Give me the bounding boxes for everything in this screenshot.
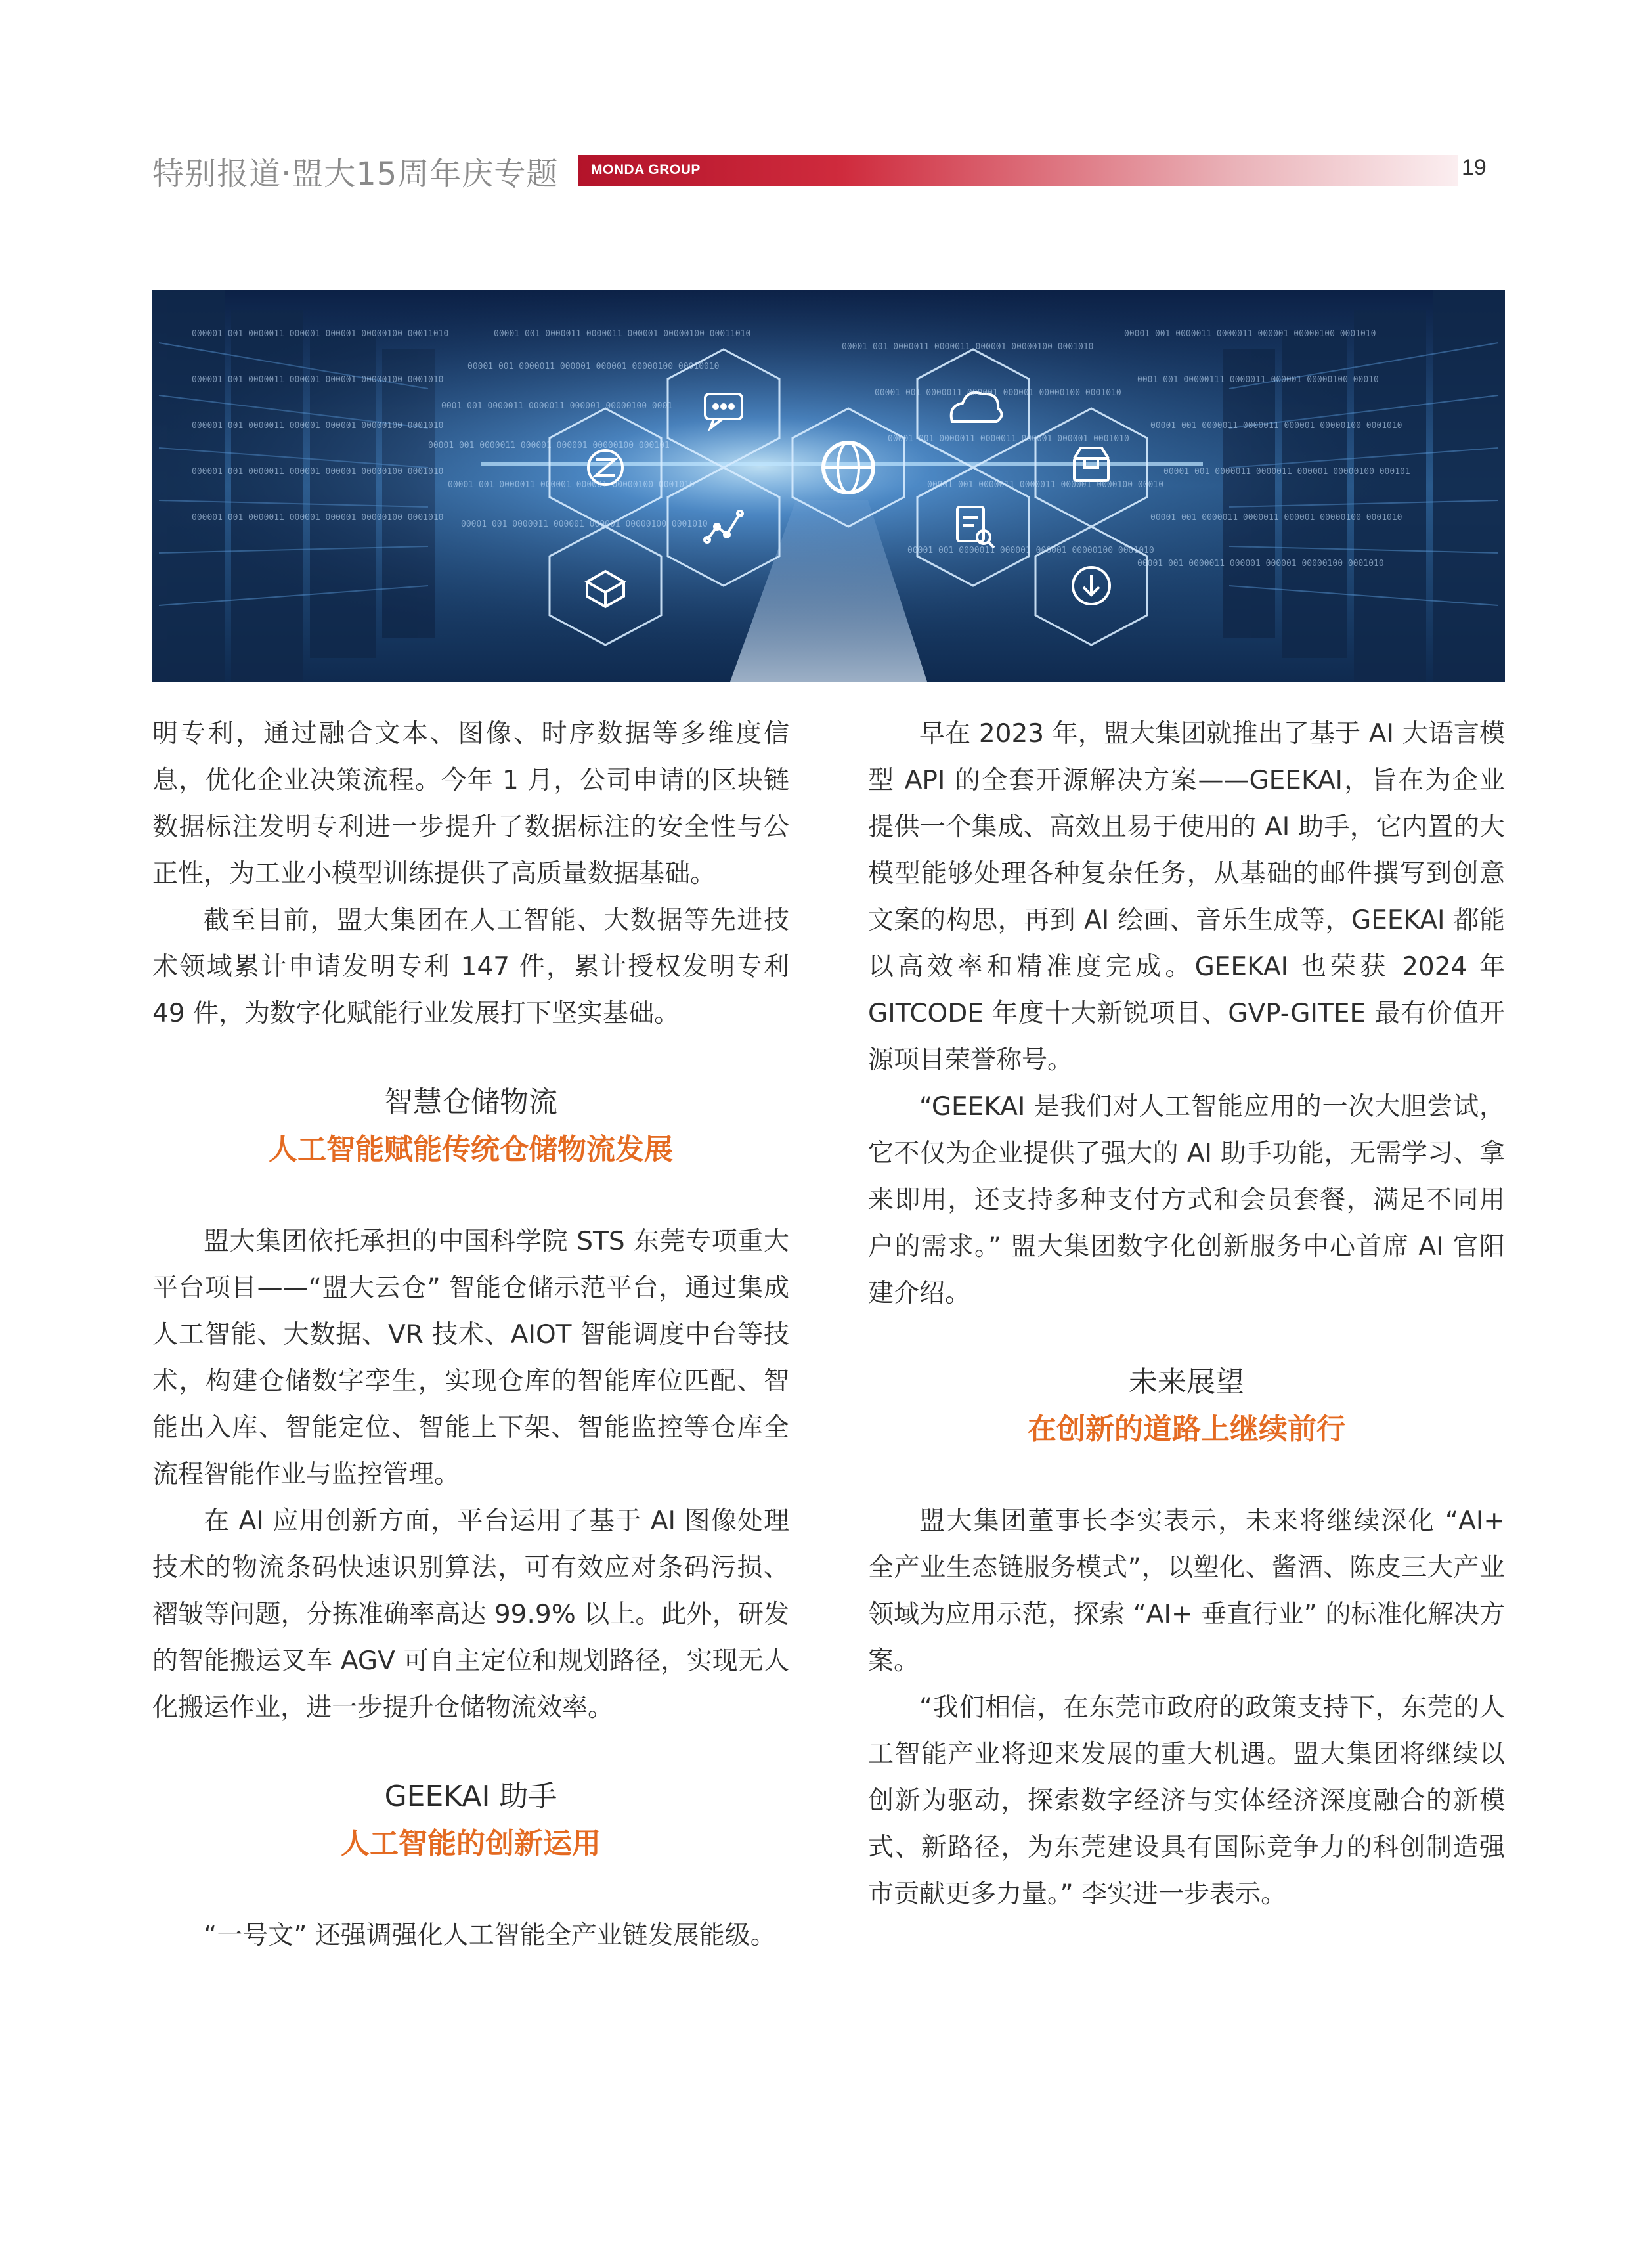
- right-paragraph-2: “GEEKAI 是我们对人工智能应用的一次大胆尝试，它不仅为企业提供了强大的 AI 助手功能，无需学习、拿来即用，还支持多种支付方式和会员套餐，满足不同用户的需求。” 盟大集团数字化创新服务中心首席 AI 官阳建介绍。: [868, 1092, 1505, 1308]
- left-paragraph-3: 盟大集团依托承担的中国科学院 STS 东莞专项重大平台项目——“盟大云仓” 智能仓储示范平台，通过集成人工智能、大数据、VR 技术、AIOT 智能调度中台等技术，构建仓储数字孪生，实现仓库的智能库位匹配、智能出入库、智能定位、智能上下架、智能监控等仓库全流程智能作业与监控管理。: [152, 1227, 789, 1489]
- right-paragraph-4: “我们相信，在东莞市政府的政策支持下，东莞的人工智能产业将迎来发展的重大机遇。盟大集团将继续以创新为驱动，探索数字经济与实体经济深度融合的新模式、新路径，为东莞建设具有国际竞争力的科创制造强市贡献更多力量。” 李实进一步表示。: [868, 1693, 1505, 1909]
- section-title: GEEKAI 助手: [384, 1780, 557, 1813]
- section-geekai: [152, 1773, 789, 1868]
- svg-text:000001 001 0000011 000001 0000: 000001 001 0000011 000001 000001 00000100 0001010: [192, 421, 444, 431]
- right-paragraph-3: 盟大集团董事长李实表示，未来将继续深化 “AI+ 全产业生态链服务模式”，以塑化、酱酒、陈皮三大产业领域为应用示范，探索 “AI+ 垂直行业” 的标准化解决方案。: [868, 1506, 1505, 1676]
- left-paragraph-1: 明专利，通过融合文本、图像、时序数据等多维度信息，优化企业决策流程。今年 1 月，公司申请的区块链数据标注发明专利进一步提升了数据标注的安全性与公正性，为工业小模型训练提供了高质量数据基础。: [152, 719, 789, 888]
- section-smart-logistics: [152, 1079, 789, 1173]
- svg-text:00001 001 0000011 000001 00000: 00001 001 0000011 000001 000001 00000100 00010010: [467, 362, 720, 372]
- section-subtitle: 人工智能的创新运用: [341, 1827, 601, 1860]
- header-brand: MONDA GROUP: [591, 162, 701, 177]
- right-paragraph-1: 早在 2023 年，盟大集团就推出了基于 AI 大语言模型 API 的全套开源解决方案——GEEKAI，旨在为企业提供一个集成、高效且易于使用的 AI 助手，它内置的大模型能够处理各种复杂任务，从基础的邮件撰写到创意文案的构思，再到 AI 绘画、音乐生成等，GEEKAI 都能以高效率和精准度完成。GEEKAI 也荣获 2024 年 GITCODE 年度十大新锐项目、GVP-GITEE 最有价值开源项目荣誉称号。: [868, 719, 1505, 1075]
- svg-text:00001 001 0000011 0000011 0000: 00001 001 0000011 0000011 000001 00000100 00011010: [494, 329, 751, 339]
- svg-text:00001 001 0000011 000001 00000: 00001 001 0000011 000001 000001 00000100 000101: [428, 441, 670, 450]
- svg-text:000001 001 0000011 000001 0000: 000001 001 0000011 000001 000001 00000100 0001010: [192, 375, 444, 385]
- svg-text:00001 001 0000011 0000011 0000: 00001 001 0000011 0000011 000001 00000100 000101: [1163, 467, 1410, 477]
- svg-text:00001 001 0000011 0000011 0000: 00001 001 0000011 0000011 000001 00000100 0001010: [1124, 329, 1376, 339]
- svg-text:000001 001 0000011 000001 0000: 000001 001 0000011 000001 000001 00000100 0001010: [192, 467, 444, 477]
- left-paragraph-4: 在 AI 应用创新方面，平台运用了基于 AI 图像处理技术的物流条码快速识别算法，可有效应对条码污损、褶皱等问题，分拣准确率高达 99.9% 以上。此外，研发的智能搬运叉车 AGV 可自主定位和规划路径，实现无人化搬运作业，进一步提升仓储物流效率。: [152, 1506, 789, 1722]
- svg-text:0001 001 00000111 0000011 0000: 0001 001 00000111 0000011 000001 00000100 00010: [1137, 375, 1379, 385]
- svg-text:00001 001 0000011 000001 00000: 00001 001 0000011 000001 000001 00000100 0001010: [448, 480, 695, 490]
- section-subtitle: 在创新的道路上继续前行: [1028, 1413, 1345, 1446]
- right-column: [868, 711, 1505, 1917]
- svg-text:00001 001 0000011 0000011 0000: 00001 001 0000011 0000011 000001 000001 0001010: [888, 434, 1129, 444]
- left-column: [152, 711, 789, 1959]
- svg-text:00001 001 0000011 0000011 0000: 00001 001 0000011 0000011 000001 00000100 0001010: [842, 342, 1094, 352]
- section-future: [868, 1359, 1505, 1453]
- svg-text:000001 001 0000011 000001 0000: 000001 001 0000011 000001 000001 00000100 0001010: [192, 513, 444, 523]
- svg-text:000001 001 0000011 000001 0000: 000001 001 0000011 000001 000001 00000100 00011010: [192, 329, 449, 339]
- svg-text:00001 001 0000011 0000011 0000: 00001 001 0000011 0000011 000001 0000100 00010: [927, 480, 1164, 490]
- header-banner: [578, 155, 1458, 186]
- svg-text:00001 001 0000011 000001 00000: 00001 001 0000011 000001 000001 00000100 0001010: [1137, 559, 1384, 569]
- section-subtitle: 人工智能赋能传统仓储物流发展: [269, 1133, 673, 1166]
- svg-text:00001 001 0000011 0000011 0000: 00001 001 0000011 0000011 000001 00000100 0001010: [1150, 421, 1402, 431]
- svg-text:00001 001 0000011 000001 00000: 00001 001 0000011 000001 000001 00000100 0001010: [907, 546, 1154, 556]
- svg-text:00001 001 0000011 000001 00000: 00001 001 0000011 000001 000001 00000100 0001010: [461, 519, 708, 529]
- svg-text:00001 001 0000011 000001 00000: 00001 001 0000011 000001 000001 00000100 0001010: [875, 388, 1121, 398]
- header-title: 特别报道·盟大15周年庆专题: [152, 156, 559, 192]
- hero-image: [152, 290, 1505, 682]
- page-number: 19: [1462, 155, 1487, 180]
- section-title: 智慧仓储物流: [384, 1085, 557, 1119]
- section-title: 未来展望: [1129, 1365, 1244, 1399]
- svg-text:00001 001 0000011 0000011 0000: 00001 001 0000011 0000011 000001 00000100 0001010: [1150, 513, 1402, 523]
- svg-text:0001 001 0000011 0000011 00000: 0001 001 0000011 0000011 000001 00000100 0001: [441, 401, 673, 411]
- left-paragraph-2: 截至目前，盟大集团在人工智能、大数据等先进技术领域累计申请发明专利 147 件，累计授权发明专利 49 件，为数字化赋能行业发展打下坚实基础。: [152, 906, 789, 1028]
- hero-illustration: [152, 290, 1505, 682]
- left-paragraph-5: “一号文” 还强调强化人工智能全产业链发展能级。: [204, 1921, 776, 1950]
